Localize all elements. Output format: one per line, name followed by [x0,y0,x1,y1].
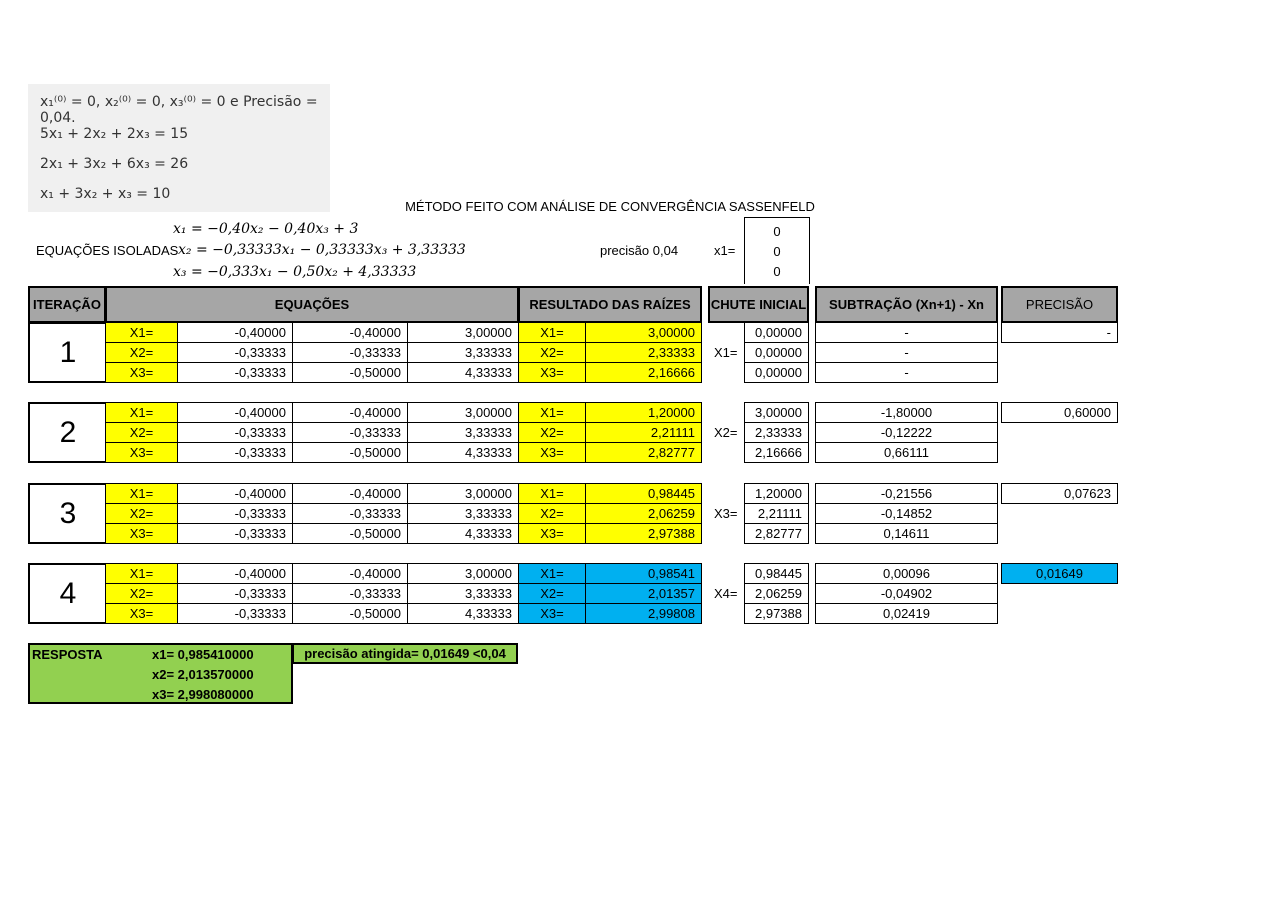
isolated-equation-3: x₃ = −0,333x₁ − 0,50x₂ + 4,33333 [173,264,417,280]
equation-constant: 3,00000 [407,483,519,504]
initial-guess-value: 2,06259 [744,583,809,604]
equation-variable: X1= [105,322,178,343]
initial-guess-value: 0,00000 [744,322,809,343]
root-variable: X2= [518,503,586,524]
equation-variable: X3= [105,362,178,383]
root-value: 2,06259 [585,503,702,524]
subtraction-value: 0,02419 [815,603,998,624]
initial-guess-value: 2,21111 [744,503,809,524]
initial-guess-value: 2,33333 [744,422,809,443]
equation-coefficient: -0,50000 [292,523,408,544]
equation-variable: X2= [105,583,178,604]
root-value: 2,01357 [585,583,702,604]
isolated-equation-1: x₁ = −0,40x₂ − 0,40x₃ + 3 [173,221,359,237]
equation-variable: X2= [105,503,178,524]
equation-coefficient: -0,33333 [292,342,408,363]
initial-guess-value: 2,16666 [744,442,809,463]
problem-initial-values: x₁⁽⁰⁾ = 0, x₂⁽⁰⁾ = 0, x₃⁽⁰⁾ = 0 e Precisão = 0,04. [40,94,318,126]
subtraction-value: -1,80000 [815,402,998,423]
equation-constant: 3,33333 [407,342,519,363]
subtraction-value: 0,14611 [815,523,998,544]
subtraction-value: -0,21556 [815,483,998,504]
header-subtraction: SUBTRAÇÃO (Xn+1) - Xn [815,286,998,323]
equation-coefficient: -0,33333 [292,503,408,524]
header-equations: EQUAÇÕES [105,286,519,323]
equation-constant: 3,00000 [407,402,519,423]
equation-coefficient: -0,33333 [292,583,408,604]
equation-variable: X3= [105,523,178,544]
subtraction-value: 0,66111 [815,442,998,463]
equation-constant: 3,33333 [407,503,519,524]
equation-coefficient: -0,50000 [292,603,408,624]
guess-label: X1= [714,345,738,360]
root-value: 0,98541 [585,563,702,584]
equation-coefficient: -0,33333 [177,503,293,524]
guess-label: X3= [714,506,738,521]
problem-equation-3: x₁ + 3x₂ + x₃ = 10 [40,186,171,202]
root-value: 2,16666 [585,362,702,383]
subtraction-value: - [815,322,998,343]
equation-coefficient: -0,50000 [292,362,408,383]
initial-guess-value: 0,98445 [744,563,809,584]
answer-label: RESPOSTA [32,647,103,662]
problem-statement [28,84,330,212]
root-value: 2,21111 [585,422,702,443]
precision-value: 0,01649 [1001,563,1118,584]
subtraction-value: -0,12222 [815,422,998,443]
header-roots: RESULTADO DAS RAÍZES [518,286,702,323]
precision-label: precisão 0,04 [600,243,679,258]
initial-guess-label: x1= [714,243,736,258]
root-variable: X3= [518,362,586,383]
equation-coefficient: -0,33333 [177,583,293,604]
header-iteration: ITERAÇÃO [28,286,106,323]
iteration-number: 2 [28,402,106,463]
equation-coefficient: -0,33333 [177,523,293,544]
precision-value: - [1001,322,1118,343]
equation-constant: 3,00000 [407,322,519,343]
equation-constant: 3,00000 [407,563,519,584]
equation-constant: 4,33333 [407,603,519,624]
root-value: 3,00000 [585,322,702,343]
problem-equation-1: 5x₁ + 2x₂ + 2x₃ = 15 [40,126,189,142]
root-variable: X3= [518,603,586,624]
root-variable: X1= [518,322,586,343]
equation-variable: X2= [105,342,178,363]
answer-x3: x3= 2,998080000 [152,687,254,702]
root-variable: X2= [518,583,586,604]
answer-x1: x1= 0,985410000 [152,647,254,662]
iteration-number: 3 [28,483,106,544]
subtraction-value: -0,04902 [815,583,998,604]
root-value: 2,99808 [585,603,702,624]
equation-constant: 3,33333 [407,422,519,443]
equation-coefficient: -0,50000 [292,442,408,463]
root-value: 2,97388 [585,523,702,544]
precision-reached: precisão atingida= 0,01649 <0,04 [292,643,518,664]
equation-coefficient: -0,33333 [177,603,293,624]
subtraction-value: 0,00096 [815,563,998,584]
equation-coefficient: -0,40000 [292,563,408,584]
equation-coefficient: -0,33333 [177,362,293,383]
subtraction-value: -0,14852 [815,503,998,524]
method-title: MÉTODO FEITO COM ANÁLISE DE CONVERGÊNCIA SASSENFELD [405,199,815,214]
isolated-equation-2: x₂ = −0,33333x₁ − 0,33333x₃ + 3,33333 [178,242,466,258]
equation-coefficient: -0,33333 [292,422,408,443]
initial-value: 0 [773,264,781,279]
equation-coefficient: -0,40000 [292,483,408,504]
initial-guess-value: 1,20000 [744,483,809,504]
equation-variable: X1= [105,402,178,423]
equation-constant: 3,33333 [407,583,519,604]
problem-equation-2: 2x₁ + 3x₂ + 6x₃ = 26 [40,156,189,172]
isolated-equations-label: EQUAÇÕES ISOLADAS [36,243,179,258]
equation-coefficient: -0,40000 [177,402,293,423]
equation-coefficient: -0,33333 [177,422,293,443]
initial-guess-box [744,217,810,284]
root-variable: X2= [518,342,586,363]
root-value: 2,33333 [585,342,702,363]
guess-label: X4= [714,586,738,601]
answer-x2: x2= 2,013570000 [152,667,254,682]
root-value: 0,98445 [585,483,702,504]
initial-guess-value: 0,00000 [744,362,809,383]
equation-coefficient: -0,40000 [177,563,293,584]
initial-guess-value: 0,00000 [744,342,809,363]
root-variable: X1= [518,402,586,423]
initial-guess-value: 3,00000 [744,402,809,423]
iteration-number: 4 [28,563,106,624]
root-variable: X1= [518,563,586,584]
precision-value: 0,07623 [1001,483,1118,504]
equation-variable: X2= [105,422,178,443]
root-variable: X3= [518,442,586,463]
equation-coefficient: -0,40000 [292,402,408,423]
root-variable: X1= [518,483,586,504]
equation-coefficient: -0,33333 [177,342,293,363]
equation-coefficient: -0,40000 [177,483,293,504]
initial-guess-value: 2,97388 [744,603,809,624]
equation-coefficient: -0,33333 [177,442,293,463]
equation-coefficient: -0,40000 [292,322,408,343]
equation-constant: 4,33333 [407,362,519,383]
initial-value: 0 [773,224,781,239]
equation-constant: 4,33333 [407,442,519,463]
answer-box [28,643,293,704]
root-value: 2,82777 [585,442,702,463]
equation-variable: X1= [105,563,178,584]
precision-value: 0,60000 [1001,402,1118,423]
header-precision: PRECISÃO [1001,286,1118,323]
equation-coefficient: -0,40000 [177,322,293,343]
initial-guess-value: 2,82777 [744,523,809,544]
root-variable: X2= [518,422,586,443]
equation-variable: X1= [105,483,178,504]
equation-variable: X3= [105,442,178,463]
header-initial-guess: CHUTE INICIAL [708,286,809,323]
initial-value: 0 [773,244,781,259]
equation-variable: X3= [105,603,178,624]
guess-label: X2= [714,425,738,440]
subtraction-value: - [815,342,998,363]
subtraction-value: - [815,362,998,383]
root-value: 1,20000 [585,402,702,423]
iteration-number: 1 [28,322,106,383]
root-variable: X3= [518,523,586,544]
equation-constant: 4,33333 [407,523,519,544]
